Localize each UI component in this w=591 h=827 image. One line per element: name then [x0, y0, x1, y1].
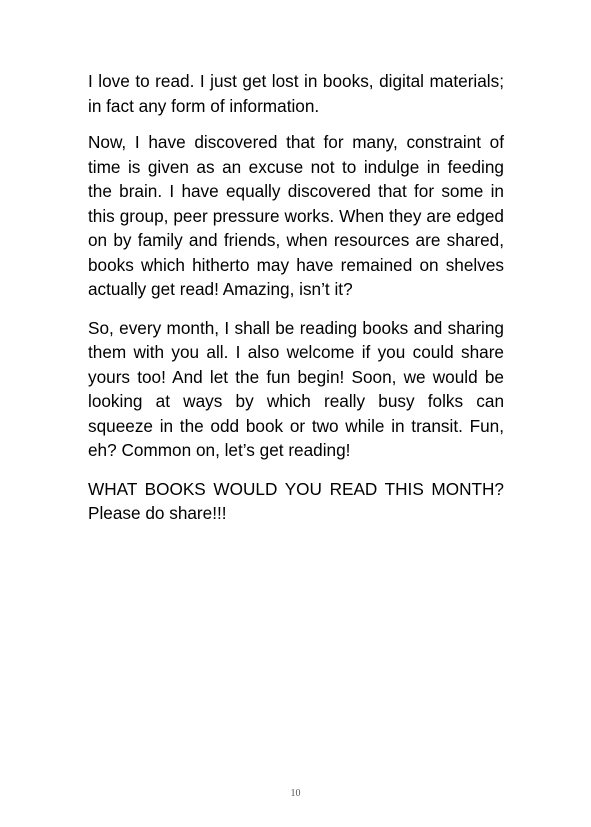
page-number: 10	[290, 788, 301, 799]
paragraph-question: WHAT BOOKS WOULD YOU READ THIS MONTH? Please do share!!!	[88, 478, 504, 523]
page-body	[88, 69, 504, 538]
paragraph-discovery: Now, I have discovered that for many, constraint of time is given as an excuse not to indulge in feeding the brain. I have equally discovered that for some in this group, peer pressure works. When they are edged on by family and friends, when resources are shared, books which hitherto may have remained on shelves actually get read! Amazing, isn’t it?	[88, 132, 504, 299]
paragraph-intro: I love to read. I just get lost in books, digital materials; in fact any form of information.	[88, 71, 504, 116]
paragraph-monthly-plan: So, every month, I shall be reading books and sharing them with you all. I also welcome if you could share yours too! And let the fun begin! Soon, we would be looking at ways by which really busy folks can squeeze in the odd book or two while in transit. Fun, eh? Common on, let’s get reading!	[88, 317, 504, 460]
